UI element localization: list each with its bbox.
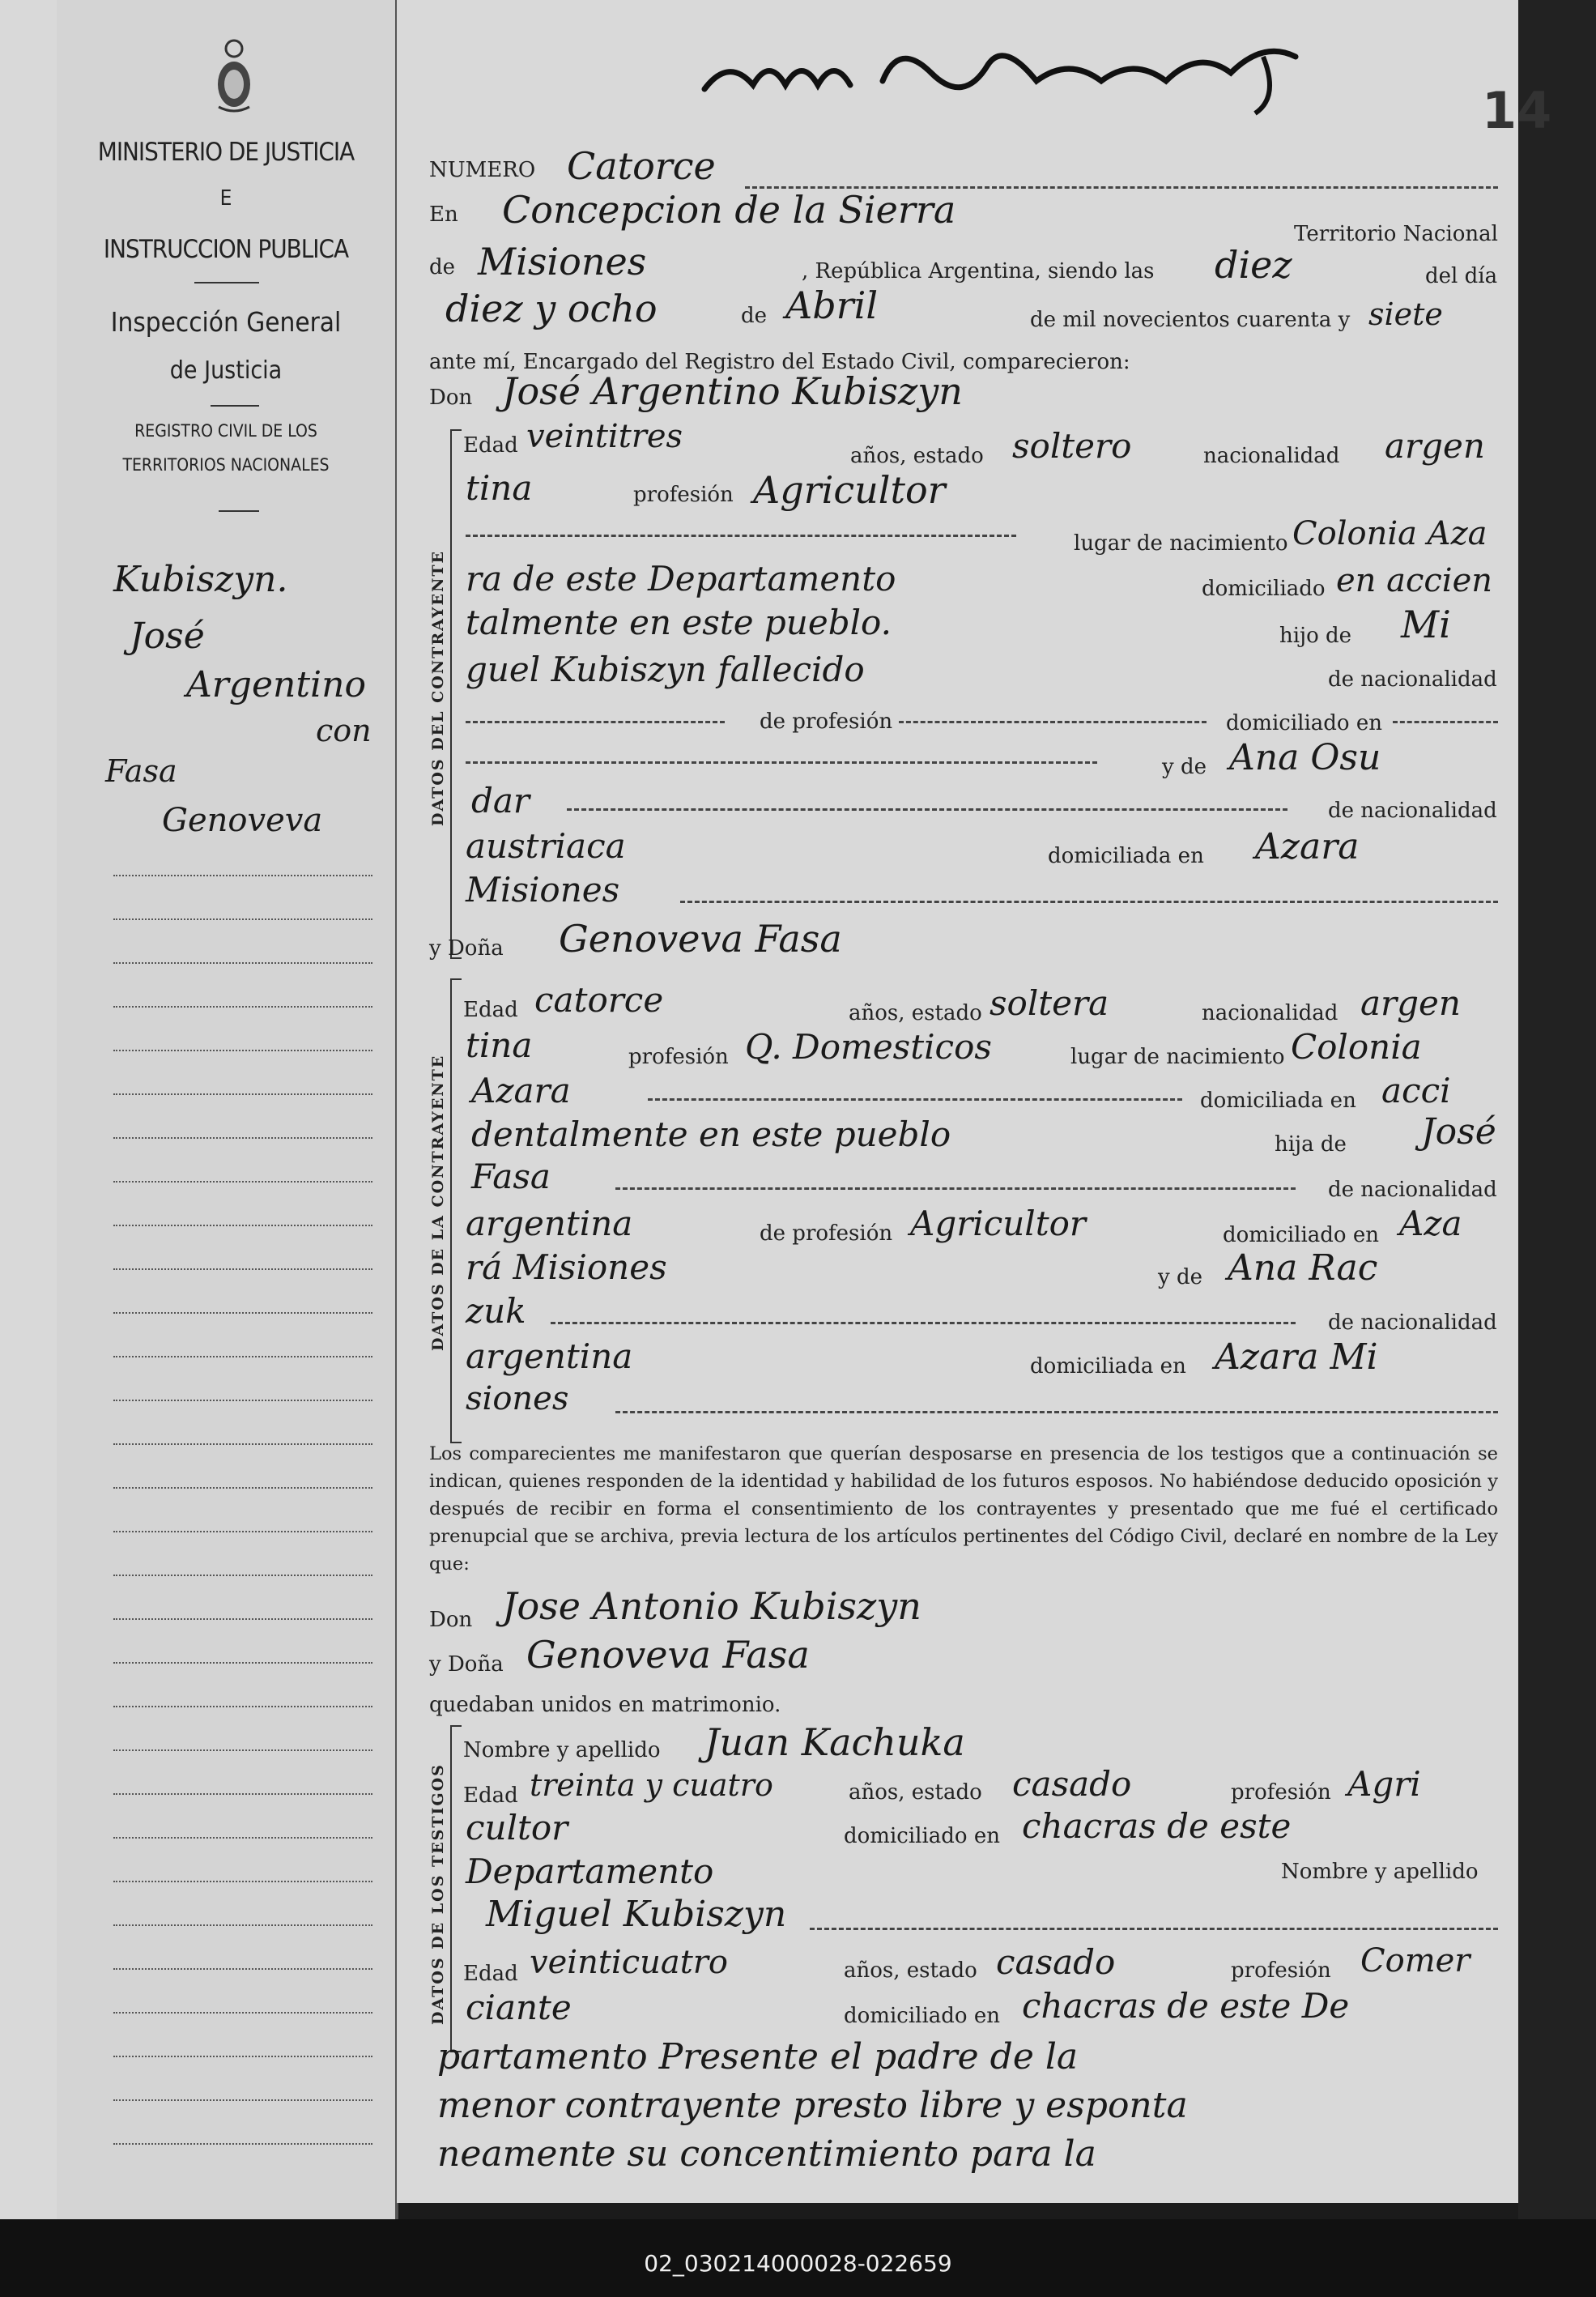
margin-ruled-line <box>113 2099 372 2101</box>
fill-line <box>810 1928 1498 1930</box>
groom-de-nac: de nacionalidad <box>1328 667 1497 692</box>
numero-value: Catorce <box>567 144 716 188</box>
bride-lugar-label: lugar de nacimiento <box>1070 1045 1285 1069</box>
coat-of-arms-icon <box>212 34 256 115</box>
inspection-subtitle: de Justicia <box>169 356 283 385</box>
bride-edad-label: Edad <box>463 998 518 1022</box>
numero-label: NUMERO <box>429 158 536 182</box>
quedaban-text: quedaban unidos en matrimonio. <box>429 1693 781 1717</box>
groom-estado: soltero <box>1012 426 1132 466</box>
fill-line <box>648 1098 1182 1101</box>
right-background <box>1518 0 1596 2297</box>
bride-y-de: y de <box>1158 1265 1202 1289</box>
bride-father-dom-1: Aza <box>1399 1204 1462 1243</box>
margin-ruled-line <box>113 875 372 876</box>
margin-ruled-line <box>113 2143 372 2145</box>
bride-de-nac-2: de nacionalidad <box>1328 1310 1497 1335</box>
ministry-subtitle: INSTRUCCION PUBLICA <box>103 235 349 264</box>
signature <box>696 24 1312 121</box>
groom-y-de: y de <box>1162 755 1207 779</box>
groom-lugar-2: ra de este Departamento <box>466 559 896 599</box>
bride-nac-1: argen <box>1360 983 1461 1023</box>
bride-dom-en: domiciliado en <box>1223 1223 1379 1247</box>
bride-dom-1: acci <box>1381 1071 1451 1110</box>
margin-ruled-line <box>113 1575 372 1576</box>
margin-ruled-line <box>113 1400 372 1401</box>
declaration-text: Los comparecientes me manifestaron que querían desposarse en presencia de los testigos que a continuación se indican, quienes responden de la identidad y habilidad de los futuros esposos. No habiéndose deducido oposición y después de recibir en forma el consentimiento de los contrayentes y presentado que me fué el certificado prenupcial que se archiva, previa lectura de los artículos pertinentes del Código Civil, declaré en nombre de la Ley que: <box>429 1443 1498 1575</box>
inspection-title: Inspección General <box>110 306 342 338</box>
groom-mother-nac: austriaca <box>466 826 626 866</box>
w1-dom-1: chacras de este <box>1022 1806 1292 1846</box>
bride-bracket <box>450 978 462 1443</box>
groom-dom-2: talmente en este pueblo. <box>466 603 892 642</box>
bride-dom-2: dentalmente en este pueblo <box>471 1114 951 1154</box>
bride-father-1: José <box>1421 1111 1496 1153</box>
fill-line <box>1393 721 1498 723</box>
w1-prof-2: cultor <box>466 1808 568 1847</box>
groom-prof-label: profesión <box>633 483 734 507</box>
bride-anios: años, estado <box>849 1001 982 1025</box>
w2-prof-2: ciante <box>466 1988 572 2027</box>
bride-lugar-2: Azara <box>471 1071 571 1110</box>
w1-nombre-label: Nombre y apellido <box>463 1738 661 1762</box>
w1-anios: años, estado <box>849 1780 982 1805</box>
margin-ruled-line <box>113 2012 372 2014</box>
note-line-2: menor contrayente presto libre y esponta <box>437 2085 1188 2126</box>
province-value: Misiones <box>478 240 647 283</box>
w2-dom-en: domiciliado en <box>844 2004 1000 2028</box>
ministry-conjunction: E <box>219 186 232 211</box>
groom-de-nac-2: de nacionalidad <box>1328 799 1497 823</box>
margin-ruled-line <box>113 1881 372 1882</box>
bride-mother-2: zuk <box>466 1291 526 1331</box>
w1-estado: casado <box>1012 1764 1132 1804</box>
bride-de-nac: de nacionalidad <box>1328 1178 1497 1202</box>
don2-label: Don <box>429 1608 473 1632</box>
margin-ruled-line <box>113 1181 372 1183</box>
groom-dom-1: en accien <box>1336 562 1493 599</box>
groom-side-label: DATOS DEL CONTRAYENTE <box>429 550 447 826</box>
ministry-title: MINISTERIO DE JUSTICIA <box>97 138 355 167</box>
margin-ruled-line <box>113 1268 372 1270</box>
bride-father-nac: argentina <box>466 1204 633 1243</box>
fill-line <box>551 1322 1296 1324</box>
w1-prof-label: profesión <box>1231 1780 1331 1805</box>
groom-dom-en: domiciliado en <box>1226 711 1382 735</box>
bride-mother-dom-1: Azara Mi <box>1215 1336 1378 1378</box>
fill-line <box>466 535 1016 537</box>
margin-ruled-line <box>113 1487 372 1489</box>
margin-ruled-line <box>113 1356 372 1357</box>
margin-ruled-line <box>113 2056 372 2057</box>
groom-name-2: Jose Antonio Kubiszyn <box>502 1584 921 1628</box>
w1-name: Juan Kachuka <box>704 1720 965 1764</box>
margin-ruled-line <box>113 1137 372 1139</box>
territorio-label: Territorio Nacional <box>1294 222 1498 246</box>
republica-text: , República Argentina, siendo las <box>802 259 1155 283</box>
fill-line <box>899 721 1207 723</box>
margin-ruled-line <box>113 1443 372 1445</box>
w2-nombre-label: Nombre y apellido <box>1281 1860 1479 1884</box>
margin-surname-2: Fasa <box>105 753 177 789</box>
bride-father-2: Fasa <box>471 1157 551 1196</box>
groom-hijo-label: hijo de <box>1279 624 1352 648</box>
w2-age: veinticuatro <box>530 1944 728 1981</box>
w2-prof-1: Comer <box>1360 1942 1470 1980</box>
place-value: Concepcion de la Sierra <box>502 188 956 232</box>
w2-estado: casado <box>996 1942 1116 1982</box>
bride-name-2: Genoveva Fasa <box>526 1633 810 1677</box>
margin-ruled-line <box>113 1006 372 1008</box>
bride-lugar-1: Colonia <box>1291 1027 1422 1067</box>
note-line-1: partamento Presente el padre de la <box>437 2036 1079 2078</box>
margin-surname: Kubiszyn. <box>113 559 288 600</box>
witness-side-label: DATOS DE LOS TESTIGOS <box>429 1763 447 2025</box>
y-dona-label: y Doña <box>429 936 504 961</box>
margin-given-name: José <box>130 616 205 657</box>
bride-prof-label: profesión <box>628 1045 729 1069</box>
w2-name: Miguel Kubiszyn <box>486 1894 787 1935</box>
divider <box>219 510 259 512</box>
w2-dom-1: chacras de este De <box>1022 1986 1350 2026</box>
groom-nac-1: argen <box>1385 426 1485 466</box>
groom-mother-dom-2: Misiones <box>466 870 620 910</box>
page-number: 14 <box>1482 81 1552 140</box>
groom-father-2: guel Kubiszyn fallecido <box>466 650 865 689</box>
w1-age: treinta y cuatro <box>530 1767 773 1803</box>
w2-prof-label: profesión <box>1231 1958 1331 1983</box>
w2-edad-label: Edad <box>463 1962 518 1986</box>
margin-ruled-line <box>113 1225 372 1226</box>
margin-given-name-3: Genoveva <box>162 802 323 839</box>
groom-anios: años, estado <box>850 444 984 468</box>
image-caption: 02_030214000028-022659 <box>644 2250 952 2277</box>
groom-nac-label: nacionalidad <box>1203 444 1340 468</box>
margin-ruled-line <box>113 1662 372 1664</box>
day-value: diez y ocho <box>445 287 658 330</box>
groom-mother-dom-1: Azara <box>1255 826 1360 867</box>
divider <box>194 282 259 283</box>
registry-title: REGISTRO CIVIL DE LOS <box>134 421 317 441</box>
fill-line <box>466 721 725 723</box>
margin-ruled-line <box>113 1312 372 1314</box>
margin-ruled-line <box>113 918 372 920</box>
margin-ruled-line <box>113 1618 372 1620</box>
groom-age: veintitres <box>526 418 683 455</box>
groom-bracket <box>450 429 462 959</box>
bride-profesion: Q. Domesticos <box>745 1027 992 1067</box>
fill-line <box>680 901 1498 903</box>
de-label: de <box>429 255 456 279</box>
margin-ruled-line <box>113 1968 372 1970</box>
bride-mother-nac: argentina <box>466 1336 633 1376</box>
month-value: Abril <box>785 283 879 327</box>
groom-father-1: Mi <box>1401 603 1451 646</box>
margin-ruled-line <box>113 1050 372 1051</box>
de2-label: de <box>741 304 768 328</box>
fill-line <box>615 1187 1296 1190</box>
anno-text: de mil novecientos cuarenta y <box>1030 308 1351 332</box>
groom-domiciliada-en: domiciliada en <box>1048 844 1204 868</box>
margin-ruled-line <box>113 1837 372 1839</box>
bride-domiciliada-en: domiciliada en <box>1030 1354 1186 1379</box>
fill-line <box>466 761 1097 764</box>
bride-dom-label: domiciliada en <box>1200 1089 1356 1113</box>
margin-given-name-2: Argentino <box>186 664 366 705</box>
ante-text: ante mí, Encargado del Registro del Estado Civil, comparecieron: <box>429 350 1130 374</box>
margin-ruled-line <box>113 1749 372 1751</box>
bride-age: catorce <box>534 980 664 1020</box>
left-background <box>0 0 57 2297</box>
w1-prof-1: Agri <box>1347 1764 1421 1804</box>
note-line-3: neamente su concentimiento para la <box>437 2133 1096 2175</box>
fill-line <box>615 1411 1498 1413</box>
groom-name: José Argentino Kubiszyn <box>502 369 963 413</box>
groom-lugar-1: Colonia Aza <box>1292 515 1487 552</box>
year-value: siete <box>1368 296 1443 332</box>
w2-anios: años, estado <box>844 1958 977 1983</box>
w1-edad-label: Edad <box>463 1783 518 1808</box>
witness-bracket <box>450 1725 462 2052</box>
bride-hija-label: hija de <box>1275 1132 1347 1157</box>
margin-ruled-line <box>113 1793 372 1795</box>
groom-profesion: Agricultor <box>753 468 946 512</box>
margin-ruled-line <box>113 1093 372 1095</box>
margin-ruled-line <box>113 1531 372 1532</box>
bride-father-prof: Agricultor <box>910 1204 1086 1243</box>
en-label: En <box>429 202 458 227</box>
bride-estado: soltera <box>990 983 1109 1023</box>
bride-father-dom-2: rá Misiones <box>466 1247 667 1287</box>
fill-line <box>567 808 1287 811</box>
bride-nac-2: tina <box>466 1025 533 1065</box>
bride-mother-dom-2: siones <box>466 1380 569 1417</box>
w1-dom-en: domiciliado en <box>844 1824 1000 1848</box>
groom-dom-label: domiciliado <box>1202 577 1326 601</box>
margin-ruled-line <box>113 962 372 964</box>
groom-nac-2: tina <box>466 468 533 508</box>
registry-subtitle: TERRITORIOS NACIONALES <box>122 455 330 475</box>
groom-de-prof: de profesión <box>760 710 893 734</box>
margin-ruled-line <box>113 1706 372 1707</box>
bride-name: Genoveva Fasa <box>559 917 842 961</box>
groom-lugar-label: lugar de nacimiento <box>1074 531 1288 556</box>
divider <box>211 405 259 407</box>
bride-de-prof: de profesión <box>760 1221 893 1246</box>
hour-value: diez <box>1215 243 1292 287</box>
groom-mother-1: Ana Osu <box>1229 737 1381 778</box>
bride-mother-1: Ana Rac <box>1228 1247 1378 1289</box>
w1-dom-2: Departamento <box>466 1852 714 1891</box>
don-label: Don <box>429 386 473 410</box>
groom-edad-label: Edad <box>463 433 518 458</box>
bride-nac-label: nacionalidad <box>1202 1001 1339 1025</box>
bride-side-label: DATOS DE LA CONTRAYENTE <box>429 1054 447 1351</box>
del-dia-label: del día <box>1425 264 1498 288</box>
margin-con: con <box>316 713 372 748</box>
dona2-label: y Doña <box>429 1652 504 1677</box>
groom-mother-2: dar <box>471 781 530 820</box>
margin-ruled-line <box>113 1924 372 1926</box>
